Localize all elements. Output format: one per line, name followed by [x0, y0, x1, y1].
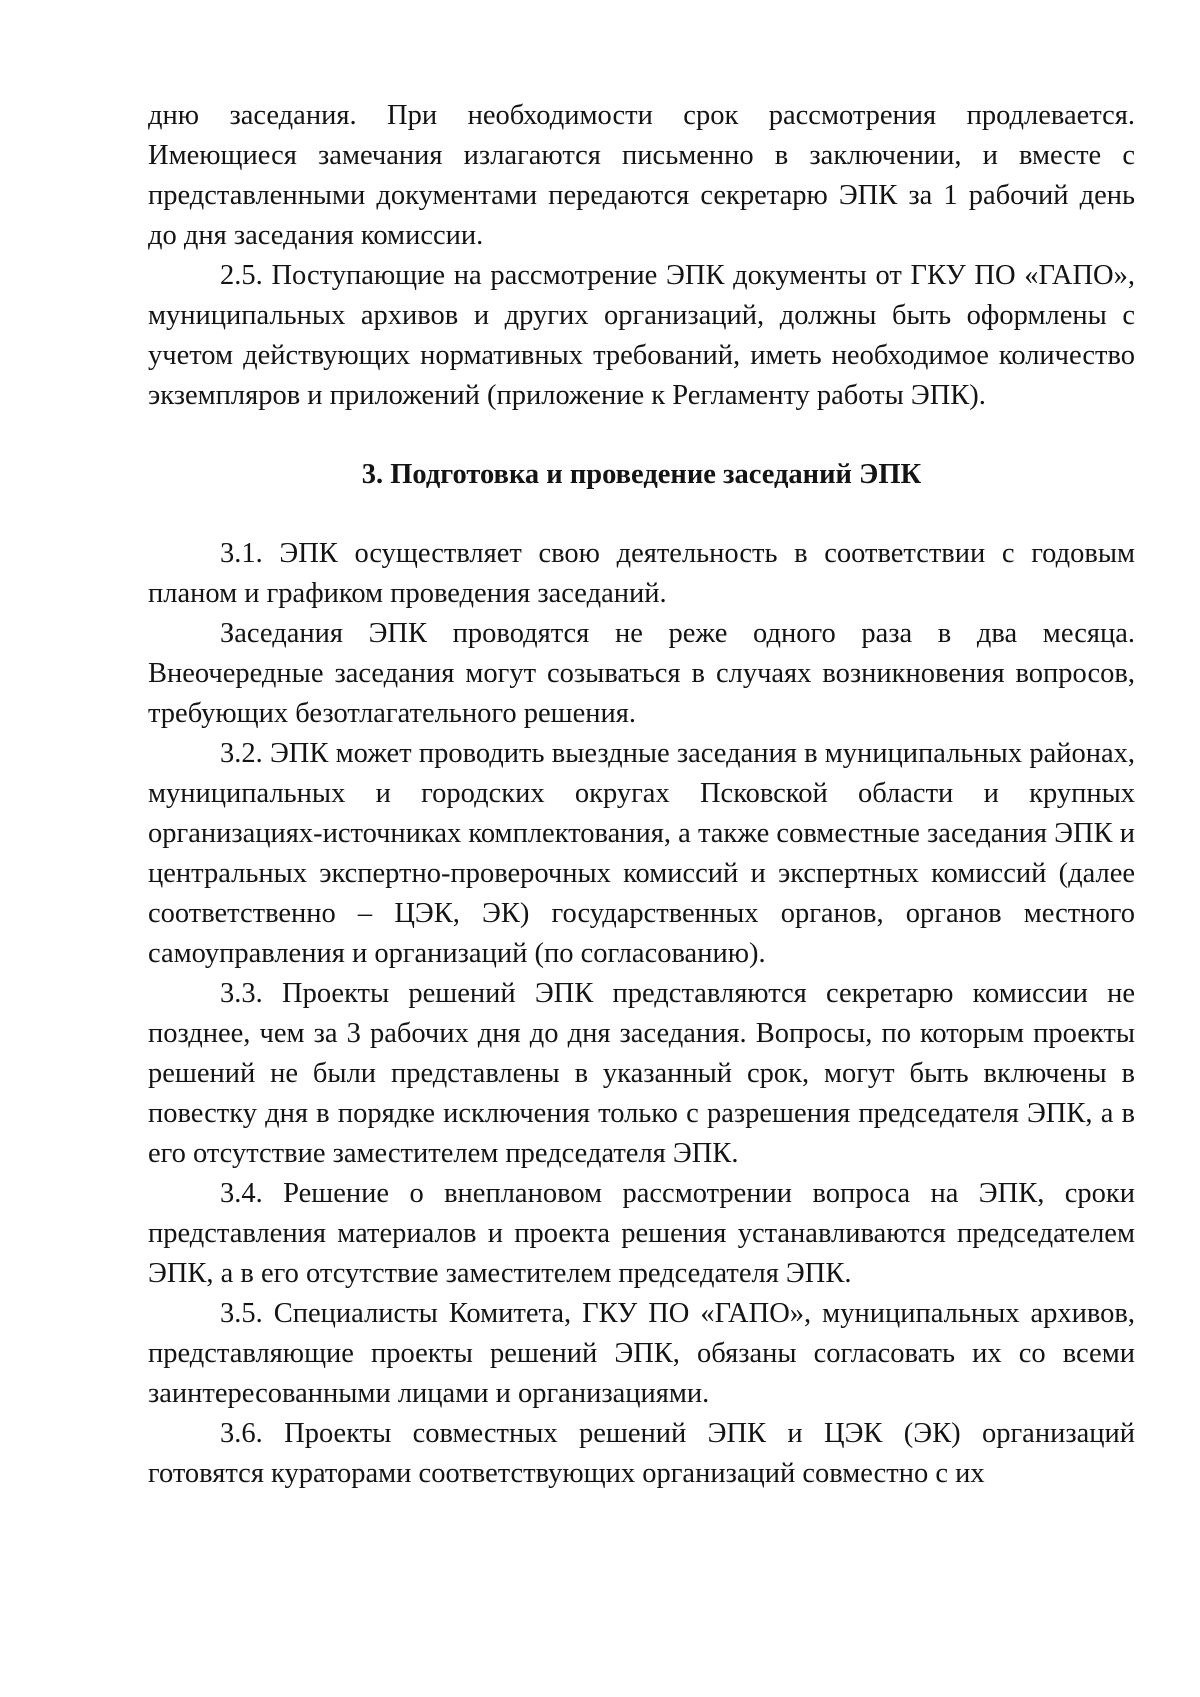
paragraph-3-4: 3.4. Решение о внеплановом рассмотрении вопроса на ЭПК, сроки представления материалов и проекта решения устанавливаются председателем ЭПК, а в его отсутствие заместителем председателя ЭПК.	[148, 1178, 1135, 1289]
paragraph-continuation: дню заседания. При необходимости срок рассмотрения продлевается. Имеющиеся замечания излагаются письменно в заключении, и вместе с представленными документами передаются секретарю ЭПК за 1 рабочий день до дня заседания комиссии.	[148, 100, 1135, 251]
paragraph-3-5: 3.5. Специалисты Комитета, ГКУ ПО «ГАПО», муниципальных архивов, представляющие проекты решений ЭПК, обязаны согласовать их со всеми заинтересованными лицами и организациями.	[148, 1298, 1135, 1409]
section-heading: 3. Подготовка и проведение заседаний ЭПК	[361, 459, 922, 490]
paragraph-3-3: 3.3. Проекты решений ЭПК представляются секретарю комиссии не позднее, чем за 3 рабочих дня до дня заседания. Вопросы, по которым проекты решений не были представлены в указанный срок, могут быть включены в повестку дня в порядке исключения только с разрешения председателя ЭПК, а в его отсутствие заместителем председателя ЭПК.	[148, 978, 1135, 1169]
paragraph-3-1: 3.1. ЭПК осуществляет свою деятельность в соответствии с годовым планом и графиком проведения заседаний.	[148, 538, 1135, 609]
paragraph-2-5: 2.5. Поступающие на рассмотрение ЭПК документы от ГКУ ПО «ГАПО», муниципальных архивов и других организаций, должны быть оформлены с учетом действующих нормативных требований, иметь необходимое количество экземпляров и приложений (приложение к Регламенту работы ЭПК).	[148, 260, 1135, 411]
document-body	[148, 96, 1135, 1494]
paragraph-meetings-frequency: Заседания ЭПК проводятся не реже одного раза в два месяца. Внеочередные заседания могут созываться в случаях возникновения вопросов, требующих безотлагательного решения.	[148, 618, 1135, 729]
paragraph-3-6: 3.6. Проекты совместных решений ЭПК и ЦЭК (ЭК) организаций готовятся кураторами соответствующих организаций совместно с их	[148, 1418, 1135, 1489]
paragraph-3-2: 3.2. ЭПК может проводить выездные заседания в муниципальных районах, муниципальных и городских округах Псковской области и крупных организациях-источниках комплектования, а также совместные заседания ЭПК и центральных экспертно-проверочных комиссий и экспертных комиссий (далее соответственно – ЦЭК, ЭК) государственных органов, органов местного самоуправления и организаций (по согласованию).	[148, 738, 1135, 969]
